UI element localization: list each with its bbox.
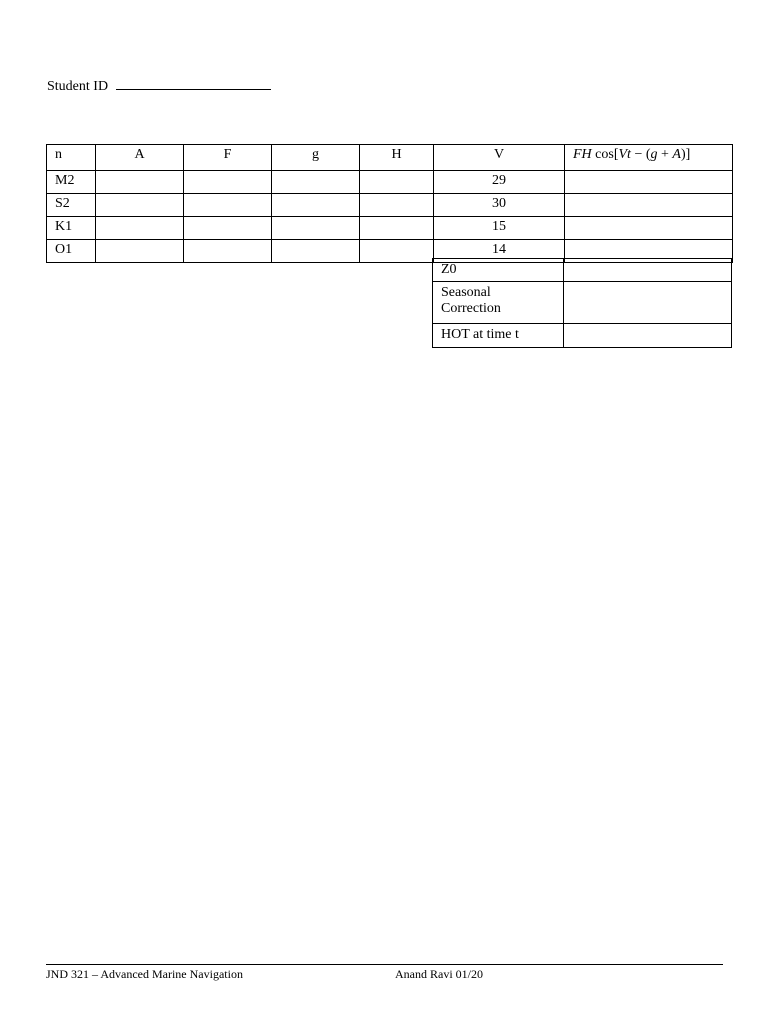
header-a: A bbox=[96, 145, 184, 171]
seasonal-correction-value-cell[interactable] bbox=[564, 282, 732, 324]
cell-g[interactable] bbox=[272, 171, 360, 194]
harmonic-constituents-table bbox=[46, 144, 733, 263]
header-g: g bbox=[272, 145, 360, 171]
cell-f[interactable] bbox=[184, 240, 272, 263]
cell-v: 29 bbox=[434, 171, 565, 194]
cell-formula[interactable] bbox=[565, 194, 733, 217]
cell-v: 15 bbox=[434, 217, 565, 240]
cell-f[interactable] bbox=[184, 171, 272, 194]
table-row bbox=[47, 194, 733, 217]
student-id-field bbox=[47, 77, 271, 95]
table-row bbox=[47, 217, 733, 240]
header-formula: FH cos[Vt − (g + A)] bbox=[565, 145, 733, 171]
cell-formula[interactable] bbox=[565, 217, 733, 240]
cell-a[interactable] bbox=[96, 217, 184, 240]
cell-a[interactable] bbox=[96, 194, 184, 217]
cell-h[interactable] bbox=[360, 194, 434, 217]
cell-formula[interactable] bbox=[565, 171, 733, 194]
z0-value-cell[interactable] bbox=[564, 259, 732, 282]
hot-label: HOT at time t bbox=[433, 324, 564, 348]
row-n: M2 bbox=[47, 171, 96, 194]
z0-label: Z0 bbox=[433, 259, 564, 282]
hot-value-cell[interactable] bbox=[564, 324, 732, 348]
cell-a[interactable] bbox=[96, 171, 184, 194]
header-n: n bbox=[47, 145, 96, 171]
hot-row bbox=[433, 324, 732, 348]
cell-g[interactable] bbox=[272, 217, 360, 240]
cell-g[interactable] bbox=[272, 240, 360, 263]
cell-h[interactable] bbox=[360, 171, 434, 194]
row-n: O1 bbox=[47, 240, 96, 263]
seasonal-correction-label: Seasonal Correction bbox=[433, 282, 564, 324]
cell-g[interactable] bbox=[272, 194, 360, 217]
table-row bbox=[47, 171, 733, 194]
cell-h[interactable] bbox=[360, 240, 434, 263]
student-id-label: Student ID bbox=[47, 79, 109, 94]
table-header-row bbox=[47, 145, 733, 171]
footer-author-date: Anand Ravi 01/20 bbox=[395, 967, 483, 981]
cell-v: 30 bbox=[434, 194, 565, 217]
header-f: F bbox=[184, 145, 272, 171]
header-h: H bbox=[360, 145, 434, 171]
cell-v: 14 bbox=[434, 240, 565, 263]
summary-table bbox=[432, 258, 732, 348]
seasonal-correction-row bbox=[433, 282, 732, 324]
footer-course: JND 321 – Advanced Marine Navigation bbox=[46, 967, 243, 981]
row-n: K1 bbox=[47, 217, 96, 240]
cell-a[interactable] bbox=[96, 240, 184, 263]
row-n: S2 bbox=[47, 194, 96, 217]
student-id-blank-line[interactable] bbox=[116, 77, 271, 90]
z0-row bbox=[433, 259, 732, 282]
cell-h[interactable] bbox=[360, 217, 434, 240]
footer-divider bbox=[46, 964, 723, 965]
cell-f[interactable] bbox=[184, 194, 272, 217]
cell-f[interactable] bbox=[184, 217, 272, 240]
header-v: V bbox=[434, 145, 565, 171]
